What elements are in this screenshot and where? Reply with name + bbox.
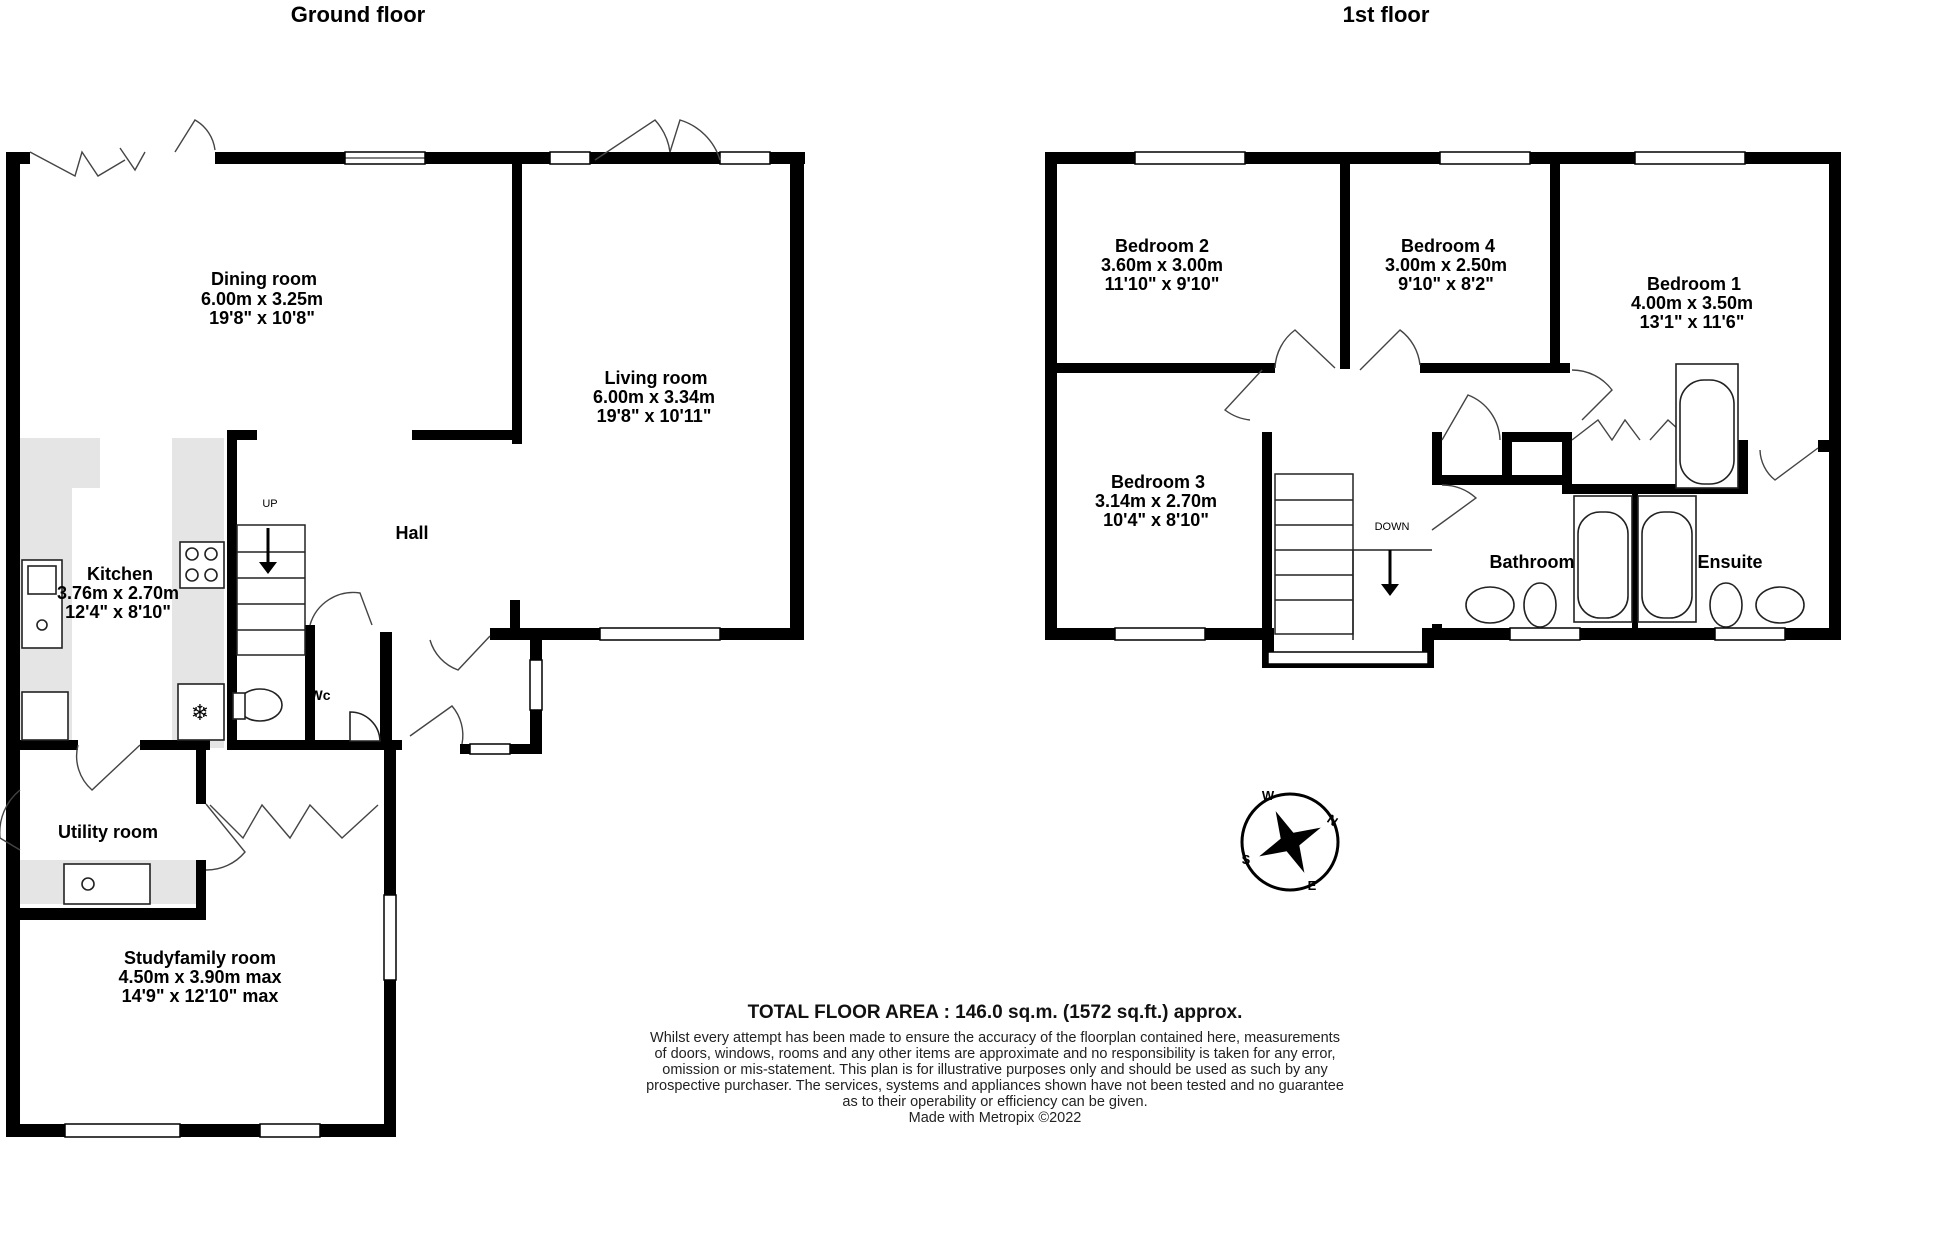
disclaimer-credit: Made with Metropix ©2022	[908, 1110, 1082, 1126]
bedroom4-metric: 3.00m x 2.50m	[1384, 255, 1508, 275]
bedroom2-name: Bedroom 2	[1114, 236, 1210, 256]
compass-s: S	[1241, 852, 1251, 867]
hall-name: Hall	[395, 523, 429, 543]
stairs-down-label: DOWN	[1374, 521, 1410, 533]
bedroom1-metric: 4.00m x 3.50m	[1630, 293, 1754, 313]
compass-icon	[1242, 788, 1341, 893]
stairs-up	[237, 498, 305, 655]
living-room-name: Living room	[604, 368, 708, 388]
kitchen-metric: 3.76m x 2.70m	[56, 583, 180, 603]
disclaimer-line: of doors, windows, rooms and any other items are approximate and no responsibility is taken for any error,	[654, 1046, 1336, 1062]
ensuite-name: Ensuite	[1697, 552, 1763, 572]
stairs-up-label: UP	[262, 498, 278, 510]
total-floor-area: TOTAL FLOOR AREA : 146.0 sq.m. (1572 sq.ft.) approx.	[747, 1002, 1243, 1023]
disclaimer-line: Whilst every attempt has been made to ensure the accuracy of the floorplan contained here, measurements	[650, 1030, 1340, 1046]
study-room-name: Studyfamily room	[123, 948, 277, 968]
ensuite-toilet-icon	[1710, 583, 1742, 627]
bathroom-basin-icon	[1466, 587, 1514, 623]
living-room-imperial: 19'8" x 10'11"	[596, 406, 712, 426]
dining-room-name: Dining room	[211, 269, 317, 289]
bedroom1-imperial: 13'1" x 11'6"	[1639, 312, 1745, 332]
kitchen-name: Kitchen	[86, 564, 154, 584]
disclaimer-line: as to their operability or efficiency can be given.	[842, 1094, 1148, 1110]
kitchen-imperial: 12'4" x 8'10"	[65, 602, 171, 622]
ground-floor-title: Ground floor	[290, 2, 426, 27]
hob-icon	[180, 542, 224, 588]
bedroom3-metric: 3.14m x 2.70m	[1094, 491, 1218, 511]
study-room-imperial: 14'9" x 12'10" max	[121, 986, 279, 1006]
bedroom3-name: Bedroom 3	[1110, 472, 1206, 492]
bathroom-name: Bathroom	[1489, 552, 1575, 572]
bedroom2-imperial: 11'10" x 9'10"	[1104, 274, 1220, 294]
compass-n: N	[1324, 811, 1341, 830]
first-floor-title: 1st floor	[1342, 2, 1430, 27]
bedroom1-name: Bedroom 1	[1646, 274, 1742, 294]
stairs-down	[1275, 474, 1432, 640]
study-room-metric: 4.50m x 3.90m max	[118, 967, 282, 987]
bedroom4-name: Bedroom 4	[1400, 236, 1496, 256]
disclaimer-line: prospective purchaser. The services, systems and appliances shown have not been tested and no guarantee	[646, 1078, 1344, 1094]
bedroom2-metric: 3.60m x 3.00m	[1100, 255, 1224, 275]
bedroom3-imperial: 10'4" x 8'10"	[1103, 510, 1209, 530]
bedroom4-imperial: 9'10" x 8'2"	[1398, 274, 1494, 294]
svg-text:❄: ❄	[190, 701, 210, 726]
first-floor-plan	[1045, 152, 1841, 668]
ground-floor-plan	[0, 120, 805, 1137]
dining-room-imperial: 19'8" x 10'8"	[209, 308, 315, 328]
utility-sink-icon	[64, 864, 150, 904]
utility-room-name: Utility room	[57, 822, 159, 842]
compass-e: E	[1307, 878, 1317, 893]
washer-icon	[22, 692, 68, 740]
dining-room-metric: 6.00m x 3.25m	[200, 289, 324, 309]
living-room-metric: 6.00m x 3.34m	[592, 387, 716, 407]
ensuite-basin-icon	[1756, 587, 1804, 623]
compass-w: W	[1261, 788, 1275, 803]
disclaimer	[620, 1030, 1370, 1126]
disclaimer-line: omission or mis-statement. This plan is for illustrative purposes only and should be used as such by any	[662, 1062, 1328, 1078]
bathroom-toilet-icon	[1524, 583, 1556, 627]
wc-name: Wc	[309, 687, 331, 703]
